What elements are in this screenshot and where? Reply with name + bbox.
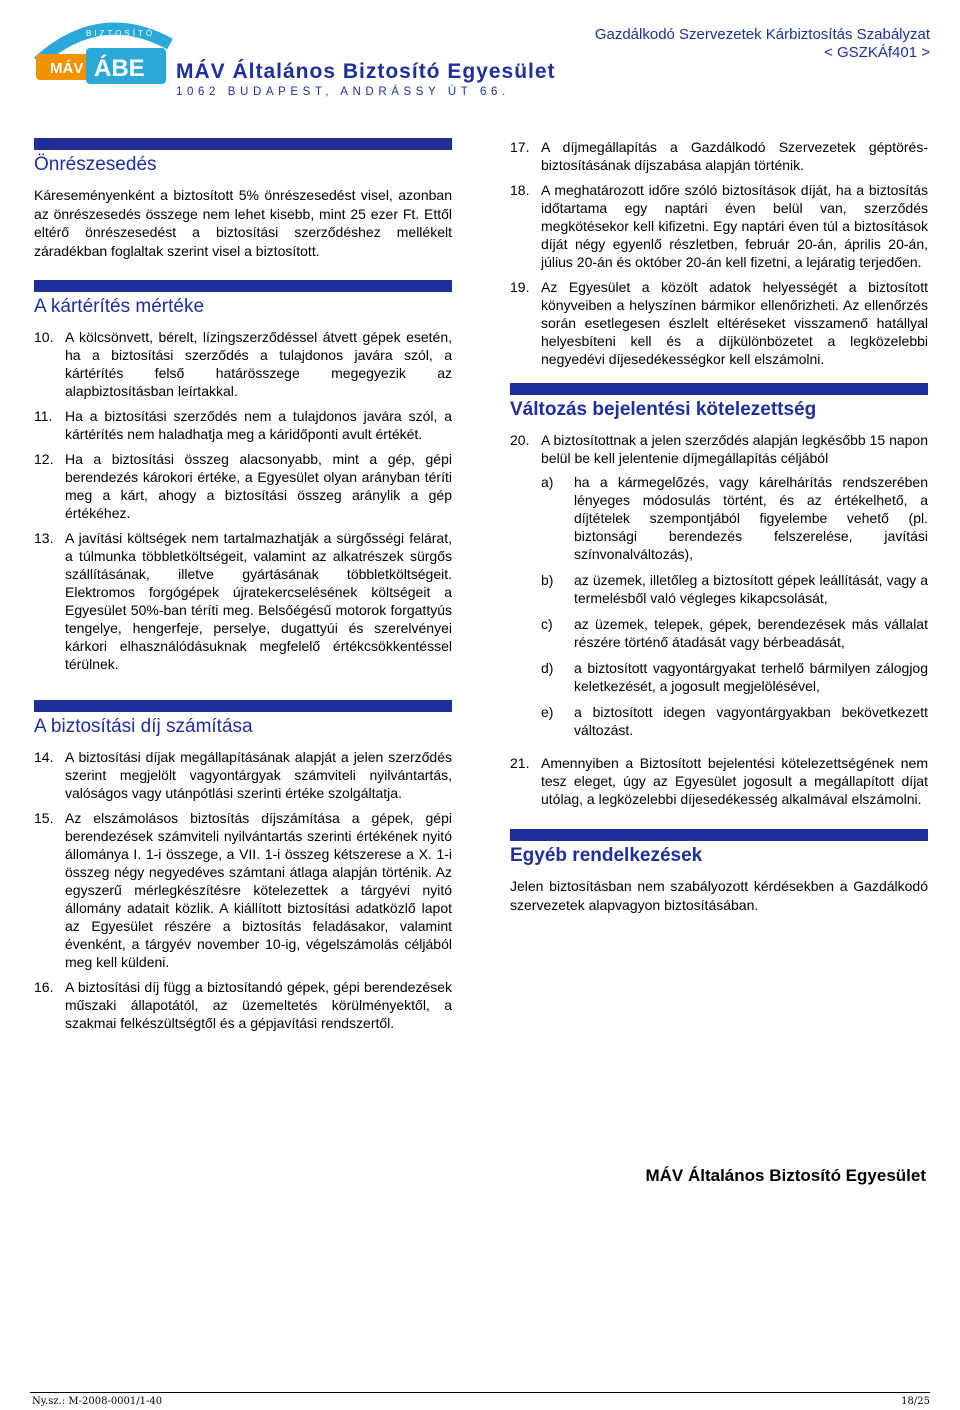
sub-list-item	[541, 473, 928, 563]
sub-item-text: az üzemek, illetőleg a biztosított gépek leállítását, vagy a termelésből való végleges kikapcsolását,	[574, 572, 928, 606]
item-text: A meghatározott időre szóló biztosítások díját, ha a biztosítás időtartama egy naptári éven belül van, szerződés megkötésekor kell kifizetni. Egy naptári éven túl a biztosítások díját négy egyenlő részletben, február 20-án, április 20-án, július 20-án és október 20-án kell fizetni, a lejáratig terjedően.	[541, 182, 928, 270]
footer-reference: Ny.sz.: M-2008-0001/1-40	[32, 1396, 163, 1407]
section-text-egyeb-rendelkezesek: Jelen biztosításban nem szabályozott kérdésekben a Gazdálkodó szervezetek alapvagyon biztosításában.	[510, 878, 928, 913]
section-bar	[510, 383, 928, 395]
org-name: MÁV Általános Biztosító Egyesület	[176, 60, 556, 83]
item-text: Az elszámolásos biztosítás díjszámítása a gépek, gépi berendezések számviteli nyilvántartás szerinti értékének nyitó állománya I. 1-i összege, a VII. 1-i összeg kétszerese a X. 1-i összeg négy negyedéves számtani átlaga alapján történik. Az egyszerű mérlegkészítésre kötelezettek a tárgyévi nyitó állomány adatait közlik. A kiállított biztosítási adatközlő lapot az Egyesület részére a biztosítás feladásakor, valamint évenként, a tárgyév november 10-ig, végelszámolás céljából meg kell küldeni.	[65, 810, 452, 970]
list-item	[510, 138, 928, 174]
company-logo	[30, 14, 180, 90]
sub-list-item	[541, 703, 928, 739]
list-item	[510, 278, 928, 368]
item-text: A biztosítási díj függ a biztosítandó gépek, gépi berendezések műszaki állapotától, az üzemeltetés körülményektől, a szakmai felkészültségtől és a gépjavítási rendszertől.	[65, 979, 452, 1031]
page-number: 18/25	[901, 1396, 930, 1407]
item-text: A biztosítottnak a jelen szerződés alapján legkésőbb 15 napon belül be kell jelentenie díjmegállapítás céljából	[541, 432, 928, 466]
sub-item-label: b)	[541, 572, 554, 588]
item-text: A javítási költségek nem tartalmazhatják a sürgősségi felárat, a túlmunka többletköltségeit, valamint az alkatrészek sürgős szállításának, illetve gyártásának többletköltségeit. Elektromos forgógépek újratekercselésének költségeit a Egyesület 50%-ban téríti meg. Belsőégésű motorok forgattyús tengelye, hengerfeje, perselye, dugattyúi és szerelvényei kárkori elhasználódásuknak megfelelő értékcsökkentéssel térülnek.	[65, 530, 452, 672]
section-title-valtozas-bejelentes: Változás bejelentési kötelezettség	[510, 399, 817, 420]
sub-item-label: e)	[541, 704, 554, 720]
item-text: A biztosítási díjak megállapításának alapját a jelen szerződés szerint megjelölt vagyontárgyak számviteli nyilvántartás, valóságos vagy utánpótlási szerinti értéke szolgáltatja.	[65, 749, 452, 801]
item-text: A díjmegállapítás a Gazdálkodó Szervezetek géptörés-biztosításának díjszabása alapján történik.	[541, 139, 928, 173]
item-text: Amennyiben a Biztosított bejelentési kötelezettségének nem tesz eleget, úgy az Egyesület jogosult a megállapított díjat utólag, a legközelebbi díjesedékesség alkalmával elszámolni.	[541, 755, 928, 807]
footer-divider	[30, 1392, 930, 1393]
sub-item-label: c)	[541, 616, 553, 632]
list-item	[34, 748, 452, 802]
item-text: Az Egyesület a közölt adatok helyességét a biztosított könyveiben a helyszínen bármikor ellenőrizheti. Az ellenőrzés során esetlegesen észlelt eltéréseket visszamenő hatállyal helyesbíteni kell és a díjkülönbözetet a legközelebbi negyedévi díjesedékességkor kell elszámolni.	[541, 279, 928, 367]
sub-item-label: d)	[541, 660, 554, 676]
list-item	[510, 754, 928, 808]
section-title-onreszesedes: Önrészesedés	[34, 154, 157, 175]
list-item	[34, 407, 452, 443]
list-item	[510, 181, 928, 271]
item-number: 11.	[34, 408, 53, 424]
section-bar	[510, 829, 928, 841]
document-title: Gazdálkodó Szervezetek Kárbiztosítás Szabályzat	[594, 26, 930, 43]
item-number: 12.	[34, 451, 54, 467]
list-item	[34, 529, 452, 673]
item-text: Ha a biztosítási szerződés nem a tulajdonos javára szól, a kártérítés nem haladhatja meg a káridőponti avult értékét.	[65, 408, 452, 442]
item-number: 15.	[34, 810, 54, 826]
sub-item-text: a biztosított vagyontárgyakat terhelő bármilyen zálogjog keletkezését, a jogosult megjelölésével,	[574, 660, 928, 694]
page-header	[0, 0, 960, 110]
item-number: 13.	[34, 530, 54, 546]
svg-text:BIZTOSÍTÓ: BIZTOSÍTÓ	[86, 29, 156, 38]
item-number: 19.	[510, 279, 530, 295]
list-item	[34, 450, 452, 522]
sub-list-item	[541, 659, 928, 695]
section-bar	[34, 700, 452, 712]
svg-text:ÁBE: ÁBE	[94, 55, 145, 82]
item-number: 16.	[34, 979, 54, 995]
list-item	[510, 431, 928, 747]
right-column	[510, 138, 928, 914]
sub-item-text: a biztosított idegen vagyontárgyakban bekövetkezett változást.	[574, 704, 928, 738]
section-bar	[34, 138, 452, 150]
item-number: 17.	[510, 139, 530, 155]
sub-list-item	[541, 615, 928, 651]
section-title-karterites: A kártérítés mértéke	[34, 296, 205, 317]
item-number: 21.	[510, 755, 530, 771]
sub-item-text: az üzemek, telepek, gépek, berendezések más vállalat részére történő átadását vagy bérbeadását,	[574, 616, 928, 650]
signature: MÁV Általános Biztosító Egyesület	[645, 1166, 926, 1185]
document-code: < GSZKÁf401 >	[824, 44, 930, 61]
section-title-dij-szamitasa: A biztosítási díj számítása	[34, 716, 253, 737]
section-bar	[34, 280, 452, 292]
svg-text:MÁV: MÁV	[50, 60, 84, 77]
list-item	[34, 978, 452, 1032]
sub-item-text: ha a kármegelőzés, vagy kárelhárítás rendszerében lényeges módosulás történt, és az értékelhető, a díjtételek szempontjából figyelembe vehető (pl. biztonsági berendezés felszerelése, javítási színvonalváltozás),	[574, 474, 928, 562]
section-text-onreszesedes: Káreseményenként a biztosított 5% önrészesedést visel, azonban az önrészesedés összege nem lehet kisebb, mint 25 ezer Ft. Ettől eltérő önrészesedést a biztosítási szerződéshez mellékelt záradékban foglaltak szerint visel a biztosított.	[34, 187, 452, 259]
sub-list-item	[541, 571, 928, 607]
item-number: 14.	[34, 749, 54, 765]
item-text: A kölcsönvett, bérelt, lízingszerződéssel átvett gépek esetén, ha a biztosítási szerződés a tulajdonos javára szól, a kártérítés felső határösszege megegyezik az alapbiztosításban leírtakkal.	[65, 329, 452, 399]
item-number: 10.	[34, 329, 54, 345]
org-address: 1062 BUDAPEST, ANDRÁSSY ÚT 66.	[176, 86, 510, 98]
item-text: Ha a biztosítási összeg alacsonyabb, mint a gép, gépi berendezés károkori értéke, a Egyesület olyan arányban téríti meg a kárt, ahogy a biztosítási összeg aránylik a gép értékéhez.	[65, 451, 452, 521]
left-column	[34, 138, 452, 1039]
list-item	[34, 328, 452, 400]
sub-item-label: a)	[541, 474, 554, 490]
item-number: 20.	[510, 432, 530, 448]
list-item	[34, 809, 452, 971]
section-title-egyeb-rendelkezesek: Egyéb rendelkezések	[510, 845, 703, 866]
item-number: 18.	[510, 182, 530, 198]
